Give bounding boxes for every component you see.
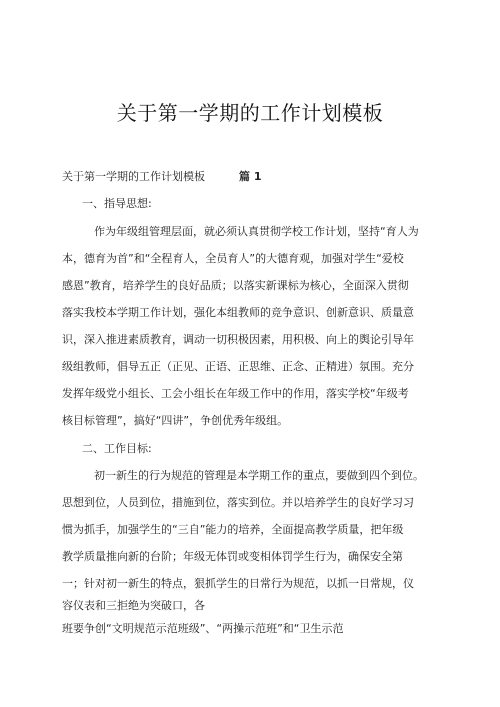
section-badge: 篇 1 (239, 170, 262, 183)
paragraph-line: 教学质量推向新的台阶；年级无体罚或变相体罚学生行为，确保安全第 (62, 550, 403, 563)
paragraph-line: 发挥年级党小组长、工会小组长在年级工作中的作用，落实学校“年级考 (62, 387, 409, 400)
subtitle-text: 关于第一学期的工作计划模板 (62, 170, 205, 183)
paragraph-line: 作为年级组管理层面，就必须认真贯彻学校工作计划，坚持“育人为 (94, 225, 419, 238)
paragraph-line: 思想到位，人员到位，措施到位，落实到位。并以培养学生的良好学习习 (62, 496, 414, 509)
paragraph-line: 初一新生的行为规范的管理是本学期工作的重点，要做到四个到位。 (94, 469, 424, 482)
document-subtitle (62, 169, 261, 185)
section-heading-guiding: 一、指导思想: (82, 197, 152, 210)
paragraph-line: 级组教师，倡导五正（正见、正语、正思维、正念、正精进）氛围。充分 (62, 360, 414, 373)
paragraph-line: 感恩”教育，培养学生的良好品质；以落实新课标为核心，全面深入贯彻 (62, 279, 409, 292)
paragraph-line: 本，德育为首”和“全程育人，全员育人”的大德育观，加强对学生“爱校 (62, 252, 404, 265)
paragraph-line: 一；针对初一新生的特点，狠抓学生的日常行为规范，以抓一日常规，仪 (62, 577, 414, 590)
document-title: 关于第一学期的工作计划模板 (116, 101, 384, 126)
paragraph-line: 落实我校本学期工作计划，强化本组教师的竞争意识、创新意识、质量意 (62, 306, 414, 319)
paragraph-line: 班要争创“文明规范示范班级”、“两操示范班”和“卫生示范 (62, 622, 344, 635)
paragraph-line: 核目标管理”，搞好“四讲”，争创优秀年级组。 (62, 414, 289, 427)
section-heading-goals: 二、工作目标: (82, 442, 152, 455)
paragraph-line: 惯为抓手，加强学生的“三自”能力的培养，全面提高教学质量，把年级 (62, 523, 404, 536)
paragraph-line: 识，深入推进素质教育，调动一切积极因素，用积极、向上的舆论引导年 (62, 333, 414, 346)
paragraph-line: 容仪表和三拒绝为突破口，各 (62, 599, 205, 612)
